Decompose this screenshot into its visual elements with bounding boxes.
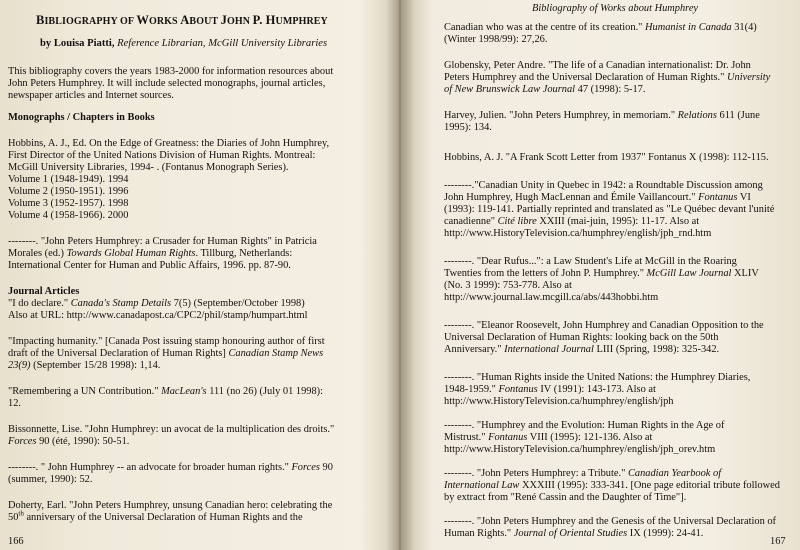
citation-line: Forces 90 (été, 1990): 50-51. xyxy=(8,436,130,447)
citation-line: Bissonnette, Lise. "John Humphrey: un avocat de la multiplication des droits." xyxy=(8,424,335,435)
citation-line: (1993): 119-141. Partially reprinted and translated as "Le Québec devant l'unité xyxy=(444,204,775,215)
citation-line: Globensky, Peter Andre. "The life of a Canadian internationalist: Dr. John xyxy=(444,60,751,71)
citation-line: canadienne" Cité libre XXIII (mai-juin, 1995): 11-17. Also at xyxy=(444,216,700,227)
citation-line: International Center for Human and Public Affairs, 1996. pp. 87-90. xyxy=(8,260,291,271)
citation-line: Doherty, Earl. "John Peters Humphrey, unsung Canadian hero: celebrating the xyxy=(8,500,333,511)
citation-line: 12. xyxy=(8,398,21,409)
volume-line: Volume 1 (1948-1949). 1994 xyxy=(8,174,129,185)
citation-line: John Humphrey, Hugh MacLennan and Émile Vaillancourt." Fontanus VI xyxy=(444,192,751,203)
left-page xyxy=(0,0,396,550)
volume-line: Volume 4 (1958-1966). 2000 xyxy=(8,210,129,221)
citation-line: (No. 3 1999): 753-778. Also at xyxy=(444,280,572,291)
citation-line: "Impacting humanity." [Canada Post issuing stamp honouring author of first xyxy=(8,336,325,347)
citation-line: of New Brunswick Law Journal 47 (1998): 5-17. xyxy=(444,84,646,95)
citation-line: --------. "John Peters Humphrey: a Crusader for Human Rights" in Patricia xyxy=(8,236,317,247)
citation-url: http://www.HistoryTelevision.ca/humphrey/english/jph xyxy=(444,396,674,407)
citation-line: International Law XXXIII (1995): 333-341. [One page editorial tribute followed xyxy=(444,480,780,491)
citation-line: --------. "Dear Rufus...": a Law Student's Life at McGill in the Roaring xyxy=(444,256,737,267)
volume-line: Volume 2 (1950-1951). 1996 xyxy=(8,186,129,197)
citation-line: --------. "Humphrey and the Evolution: Human Rights in the Age of xyxy=(444,420,725,431)
right-page xyxy=(404,0,800,550)
citation-line: --------."Canadian Unity in Quebec in 1942: a Roundtable Discussion among xyxy=(444,180,763,191)
citation-line: Hobbins, A. J., Ed. On the Edge of Greatness: the Diaries of John Humphrey, xyxy=(8,138,330,149)
citation-line: --------. " John Humphrey -- an advocate for broader human rights." Forces 90 xyxy=(8,462,333,473)
citation-url: http://www.journal.law.mcgill.ca/abs/443hobbi.htm xyxy=(444,292,659,303)
citation-line: Peters Humphrey and the Universal Declaration of Human Rights." University xyxy=(444,72,771,83)
intro-line: This bibliography covers the years 1983-2000 for information resources about xyxy=(8,66,334,77)
citation-line: Twenties from the letters of John P. Humphrey." McGill Law Journal XLIV xyxy=(444,268,759,279)
citation-line: 1995): 134. xyxy=(444,122,492,133)
page-number-left: 166 xyxy=(8,536,24,547)
citation-line: Universal Declaration of Human Rights: looking back on the 50th xyxy=(444,332,719,343)
citation-line: Anniversary." International Journal LIII (Spring, 1998): 325-342. xyxy=(444,344,720,355)
citation-line: "Remembering a UN Contribution." MacLean's 111 (no 26) (July 01 1998): xyxy=(8,386,323,397)
citation-line: First Director of the United Nations Division of Human Rights. Montreal: xyxy=(8,150,316,161)
citation-line: (Winter 1998/99): 27,26. xyxy=(444,34,548,45)
citation-line: 23(9) (September 15/28 1998): 1,14. xyxy=(8,360,161,371)
citation-line: McGill University Libraries, 1994- . (Fontanus Monograph Series). xyxy=(8,162,289,173)
volume-line: Volume 3 (1952-1957). 1998 xyxy=(8,198,129,209)
section-heading-monographs: Monographs / Chapters in Books xyxy=(8,112,155,123)
intro-line: John Peters Humphrey. It will include selected monographs, journal articles, xyxy=(8,78,326,89)
citation-line: Morales (ed.) Towards Global Human Rights. Tillburg, Netherlands: xyxy=(8,248,293,259)
citation-line: --------. "John Peters Humphrey: a Tribute." Canadian Yearbook of xyxy=(444,468,722,479)
citation-line: draft of the Universal Declaration of Human Rights] Canadian Stamp News xyxy=(8,348,324,359)
citation-line: Hobbins, A. J. "A Frank Scott Letter from 1937" Fontanus X (1998): 112-115. xyxy=(444,152,769,163)
citation-line: --------. "John Peters Humphrey and the Genesis of the Universal Declaration of xyxy=(444,516,777,527)
citation-url: Also at URL: http://www.canadapost.ca/CPC2/phil/stamp/humpart.html xyxy=(8,310,308,321)
citation-line: Harvey, Julien. "John Peters Humphrey, in memoriam." Relations 611 (June xyxy=(444,110,760,121)
intro-line: newspaper articles and Internet sources. xyxy=(8,90,174,101)
author-line: by Louisa Piatti, Reference Librarian, McGill University Libraries xyxy=(40,38,328,49)
citation-line: 1948-1959." Fontanus IV (1991): 143-173. Also at xyxy=(444,384,656,395)
section-heading-journal: Journal Articles xyxy=(8,286,80,297)
bibliography-title: BIBLIOGRAPHY OF WORKS ABOUT JOHN P. HUMPHREY xyxy=(36,13,328,27)
citation-line: Mistrust." Fontanus VIII (1995): 121-136. Also at xyxy=(444,432,653,443)
citation-line: 50th anniversary of the Universal Declaration of Human Rights and the xyxy=(8,509,303,523)
citation-line: Canadian who was at the centre of its creation." Humanist in Canada 31(4) xyxy=(444,22,757,33)
citation-url: http://www.HistoryTelevision.ca/humphrey/english/jph_rnd.htm xyxy=(444,228,712,239)
running-head: Bibliography of Works about Humphrey xyxy=(532,3,699,14)
citation-line: --------. "Human Rights inside the United Nations: the Humphrey Diaries, xyxy=(444,372,751,383)
citation-line: (summer, 1990): 52. xyxy=(8,474,93,485)
citation-url: http://www.HistoryTelevision.ca/humphrey/english/jph_orev.htm xyxy=(444,444,716,455)
page-number-right: 167 xyxy=(770,536,786,547)
citation-line: Human Rights." Journal of Oriental Studies IX (1999): 24-41. xyxy=(444,528,704,539)
citation-line: --------. "Eleanor Roosevelt, John Humphrey and Canadian Opposition to the xyxy=(444,320,764,331)
citation-line: "I do declare." Canada's Stamp Details 7(5) (September/October 1998) xyxy=(8,298,305,309)
citation-line: by extract from "René Cassin and the Daughter of Time"]. xyxy=(444,492,687,503)
